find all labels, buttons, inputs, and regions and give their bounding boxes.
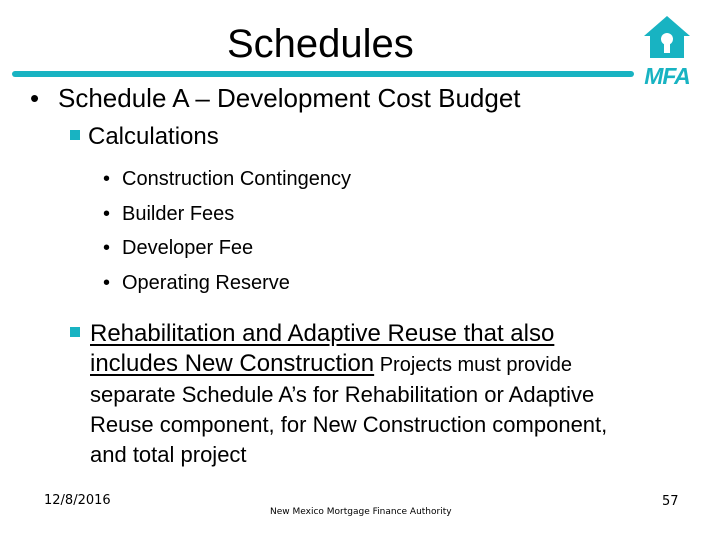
rehab-line-5: and total project <box>90 442 247 467</box>
main-bullet-text: Schedule A – Development Cost Budget <box>58 83 521 113</box>
square-bullet-icon <box>70 327 80 337</box>
rehab-line-3: separate Schedule A’s for Rehabilitation or Adaptive <box>90 382 595 407</box>
bullet-dot-icon: • <box>30 83 40 113</box>
list-item: • Construction Contingency <box>103 162 351 197</box>
calculations-heading-text: Calculations <box>88 123 219 150</box>
list-item: • Operating Reserve <box>103 266 351 301</box>
footer-org: New Mexico Mortgage Finance Authority <box>270 507 452 517</box>
slide-title: Schedules <box>227 22 414 66</box>
calculations-heading <box>70 123 219 151</box>
calculations-list <box>103 162 351 300</box>
footer-date: 12/8/2016 <box>44 493 111 508</box>
house-keyhole-icon <box>636 14 698 64</box>
rehab-line-1 <box>90 319 670 349</box>
logo-text: MFA <box>644 63 690 89</box>
rehab-line-2 <box>90 349 670 380</box>
rehab-underlined-2: includes New Construction <box>90 350 375 377</box>
rehab-underlined-1: Rehabilitation and Adaptive Reuse that also <box>90 320 555 347</box>
title-divider <box>12 71 634 77</box>
rehab-paragraph <box>90 319 670 470</box>
main-bullet <box>30 83 521 113</box>
rehab-line-4: Reuse component, for New Construction component, <box>90 412 608 437</box>
page-number: 57 <box>662 494 679 509</box>
rehab-tail-2: Projects must provide <box>374 354 572 376</box>
list-item: • Developer Fee <box>103 231 351 266</box>
list-item: • Builder Fees <box>103 197 351 232</box>
square-bullet-icon <box>70 130 80 140</box>
mfa-logo <box>636 14 698 89</box>
